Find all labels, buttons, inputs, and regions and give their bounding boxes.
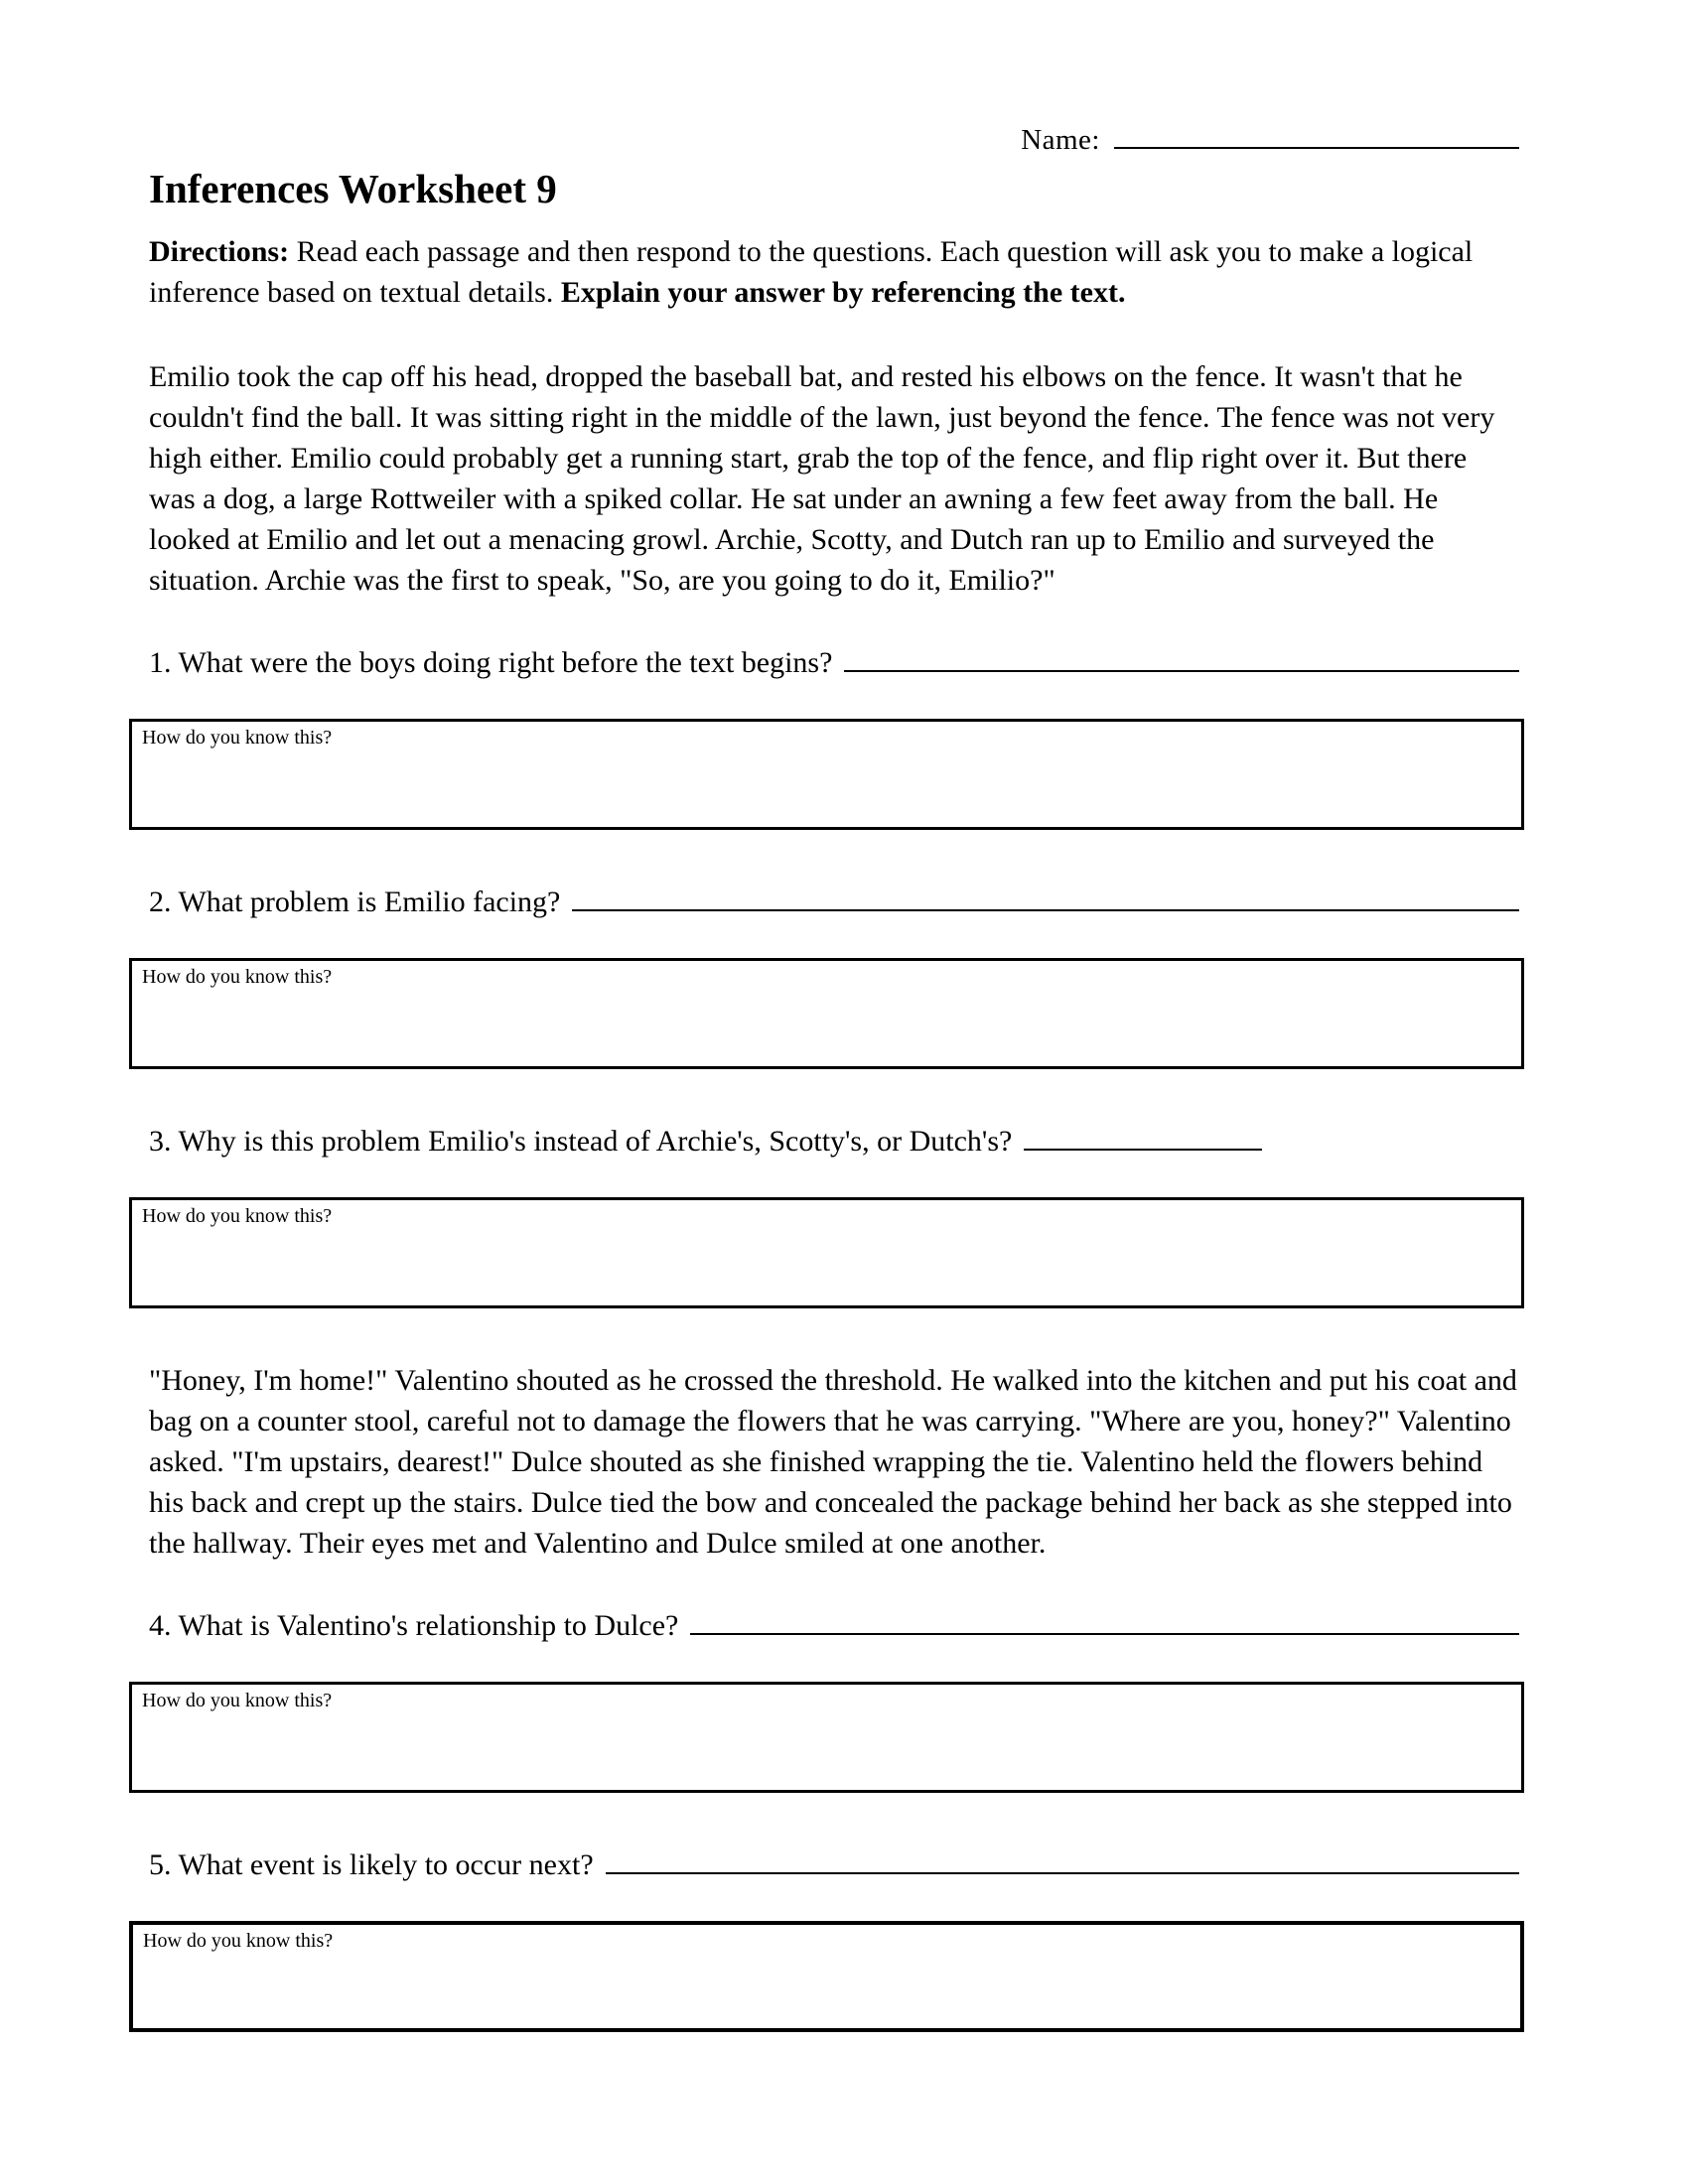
question-5-block bbox=[143, 1844, 1519, 2032]
how-do-you-know-label: How do you know this? bbox=[142, 727, 333, 750]
question-2-line bbox=[149, 882, 1519, 922]
question-3-line bbox=[149, 1121, 1519, 1161]
passage-1: Emilio took the cap off his head, dropped the baseball bat, and rested his elbows on the fence. It wasn't that he couldn't find the ball. It was sitting right in the middle of the lawn, just beyond the fence. The fence was not very high either. Emilio could probably get a running start, grab the top of the fence, and flip right over it. But there was a dog, a large Rottweiler with a spiked collar. He sat under an awning a few feet away from the ball. He looked at Emilio and let out a menacing growl. Archie, Scotty, and Dutch ran up to Emilio and surveyed the situation. Archie was the first to speak, "So, are you going to do it, Emilio?" bbox=[149, 360, 1495, 598]
directions-body: Read each passage and then respond to the questions. Each question will ask you to make a logical inference based on textual details. bbox=[149, 235, 1474, 310]
question-1-block bbox=[142, 642, 1519, 830]
name-blank-line[interactable] bbox=[1114, 117, 1519, 149]
question-5-answer-line[interactable] bbox=[606, 1846, 1519, 1874]
page-title: Inferences Worksheet 9 bbox=[149, 166, 557, 211]
how-do-you-know-label: How do you know this? bbox=[143, 1930, 334, 1953]
question-3-block bbox=[142, 1121, 1519, 1308]
question-2-answer-box[interactable] bbox=[129, 958, 1524, 1069]
question-2-block bbox=[142, 882, 1519, 1069]
question-5-line bbox=[149, 1844, 1519, 1885]
directions bbox=[149, 231, 1519, 313]
question-4-answer-line[interactable] bbox=[690, 1607, 1519, 1635]
directions-label: Directions: bbox=[149, 235, 290, 269]
question-3-answer-box[interactable] bbox=[129, 1197, 1524, 1308]
how-do-you-know-label: How do you know this? bbox=[142, 1205, 333, 1228]
how-do-you-know-label: How do you know this? bbox=[142, 1690, 333, 1712]
question-3-answer-line[interactable] bbox=[1024, 1123, 1262, 1151]
question-1-answer-box[interactable] bbox=[129, 719, 1524, 830]
question-4-answer-box[interactable] bbox=[129, 1682, 1524, 1793]
passage-2: "Honey, I'm home!" Valentino shouted as he crossed the threshold. He walked into the kitchen and put his coat and bag on a counter stool, careful not to damage the flowers that he was carrying. "Where are you, honey?" Valentino asked. "I'm upstairs, dearest!" Dulce shouted as she finished wrapping the tie. Valentino held the flowers behind his back and crept up the stairs. Dulce tied the bow and concealed the package behind her back as she stepped into the hallway. Their eyes met and Valentino and Dulce smiled at one another. bbox=[149, 1364, 1517, 1561]
question-2-answer-line[interactable] bbox=[572, 884, 1519, 911]
question-2-label: 2. What problem is Emilio facing? bbox=[149, 886, 561, 919]
question-1-answer-line[interactable] bbox=[844, 644, 1519, 672]
question-3-label: 3. Why is this problem Emilio's instead of Archie's, Scotty's, or Dutch's? bbox=[149, 1125, 1013, 1159]
question-4-block bbox=[142, 1605, 1519, 1793]
question-1-label: 1. What were the boys doing right before the text begins? bbox=[149, 646, 833, 680]
question-1-line bbox=[149, 642, 1519, 683]
how-do-you-know-label: How do you know this? bbox=[142, 966, 333, 989]
name-label: Name: bbox=[1021, 124, 1100, 156]
name-field-row bbox=[149, 117, 1519, 157]
question-4-line bbox=[149, 1605, 1519, 1646]
question-5-label: 5. What event is likely to occur next? bbox=[149, 1848, 594, 1882]
question-5-answer-box[interactable] bbox=[129, 1921, 1524, 2032]
directions-emphasis: Explain your answer by referencing the text. bbox=[560, 276, 1126, 310]
question-4-label: 4. What is Valentino's relationship to Dulce? bbox=[149, 1609, 679, 1643]
